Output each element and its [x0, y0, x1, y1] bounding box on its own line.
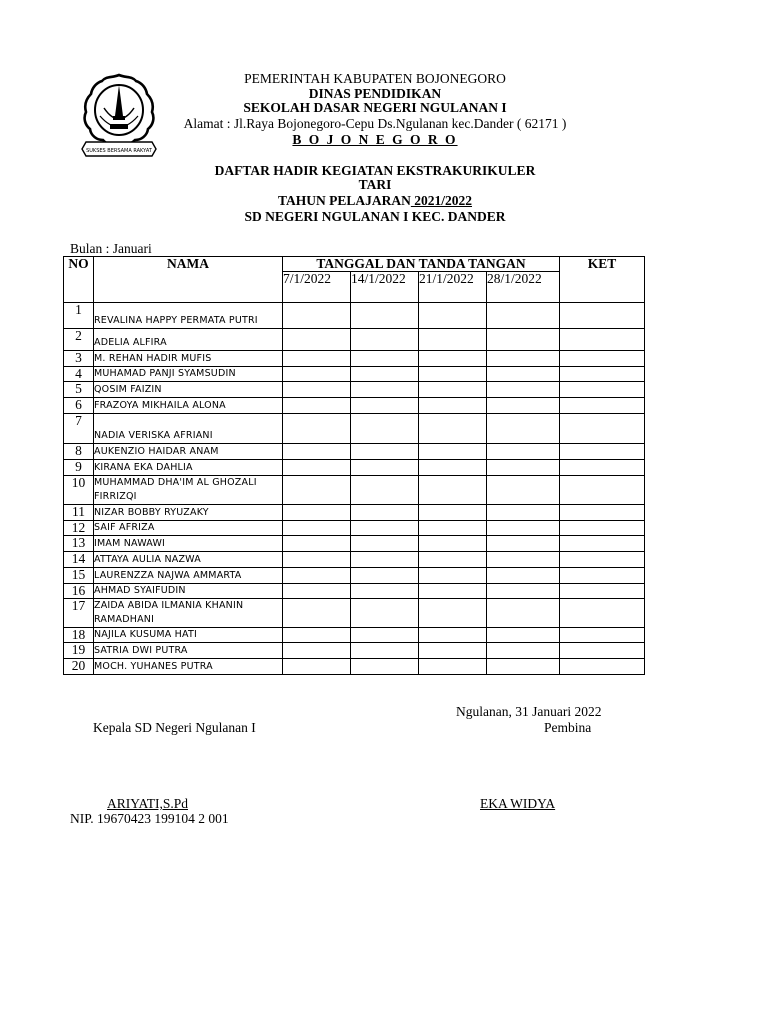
signature-cell[interactable]	[487, 505, 560, 521]
table-row	[64, 521, 645, 536]
signature-cell[interactable]	[351, 414, 419, 444]
signature-cell[interactable]	[351, 521, 419, 536]
signature-cell[interactable]	[283, 599, 351, 628]
title-activity: TARI	[358, 177, 392, 192]
remarks-cell[interactable]	[560, 536, 645, 552]
signature-cell[interactable]	[283, 351, 351, 367]
row-number: 10	[64, 476, 94, 505]
signature-cell[interactable]	[419, 505, 487, 521]
signature-cell[interactable]	[283, 476, 351, 505]
remarks-cell[interactable]	[560, 505, 645, 521]
signature-cell[interactable]	[487, 584, 560, 599]
remarks-cell[interactable]	[560, 414, 645, 444]
signature-cell[interactable]	[419, 659, 487, 675]
remarks-cell[interactable]	[560, 568, 645, 584]
signature-cell[interactable]	[419, 398, 487, 414]
student-name: M. REHAN HADIR MUFIS	[94, 351, 283, 367]
remarks-cell[interactable]	[560, 643, 645, 659]
signature-cell[interactable]	[351, 628, 419, 643]
row-number: 3	[64, 351, 94, 367]
signature-cell[interactable]	[351, 351, 419, 367]
signature-cell[interactable]	[419, 552, 487, 568]
signature-cell[interactable]	[283, 460, 351, 476]
table-row	[64, 329, 645, 351]
remarks-cell[interactable]	[560, 382, 645, 398]
signature-cell[interactable]	[487, 398, 560, 414]
signature-cell[interactable]	[419, 329, 487, 351]
signature-cell[interactable]	[487, 568, 560, 584]
table-row	[64, 476, 645, 505]
header-address: Alamat : Jl.Raya Bojonegoro-Cepu Ds.Ngulanan kec.Dander ( 62171 )	[183, 116, 567, 131]
signature-cell[interactable]	[283, 367, 351, 382]
signature-cell[interactable]	[487, 460, 560, 476]
row-number: 13	[64, 536, 94, 552]
title-school: SD NEGERI NGULANAN I KEC. DANDER	[244, 209, 506, 224]
signature-cell[interactable]	[419, 476, 487, 505]
signature-cell[interactable]	[487, 476, 560, 505]
header-school-name: SEKOLAH DASAR NEGERI NGULANAN I	[243, 100, 507, 115]
signature-cell[interactable]	[351, 329, 419, 351]
column-header-ket: KET	[560, 257, 645, 303]
signature-cell[interactable]	[419, 584, 487, 599]
student-name: AUKENZIO HAIDAR ANAM	[94, 444, 283, 460]
student-name: ATTAYA AULIA NAZWA	[94, 552, 283, 568]
signature-cell[interactable]	[419, 367, 487, 382]
signature-cell[interactable]	[419, 444, 487, 460]
student-name: NAJILA KUSUMA HATI	[94, 628, 283, 643]
student-name: ZAIDA ABIDA ILMANIA KHANIN RAMADHANI	[94, 599, 283, 628]
remarks-cell[interactable]	[560, 628, 645, 643]
table-row	[64, 599, 645, 628]
signature-cell[interactable]	[487, 367, 560, 382]
signature-cell[interactable]	[487, 536, 560, 552]
attendance-rows	[64, 303, 645, 675]
student-name: KIRANA EKA DAHLIA	[94, 460, 283, 476]
signature-cell[interactable]	[487, 552, 560, 568]
signature-cell[interactable]	[351, 476, 419, 505]
table-row	[64, 382, 645, 398]
signature-cell[interactable]	[351, 552, 419, 568]
signature-cell[interactable]	[419, 351, 487, 367]
logo-motto: SUKSES BERSAMA RAKYAT	[86, 148, 152, 154]
title-year-value: 2021/2022	[410, 193, 473, 208]
signature-cell[interactable]	[487, 599, 560, 628]
table-row	[64, 552, 645, 568]
signature-cell[interactable]	[419, 599, 487, 628]
signature-cell[interactable]	[283, 584, 351, 599]
table-row	[64, 568, 645, 584]
signature-cell[interactable]	[283, 398, 351, 414]
remarks-cell[interactable]	[560, 398, 645, 414]
signature-date: Ngulanan, 31 Januari 2022	[456, 704, 602, 719]
table-row	[64, 505, 645, 521]
row-number: 20	[64, 659, 94, 675]
table-row	[64, 414, 645, 444]
table-row	[64, 444, 645, 460]
header-government: PEMERINTAH KABUPATEN BOJONEGORO	[244, 71, 506, 86]
signature-cell[interactable]	[283, 382, 351, 398]
row-number: 2	[64, 329, 94, 351]
table-row	[64, 460, 645, 476]
student-name: MUHAMAD PANJI SYAMSUDIN	[94, 367, 283, 382]
student-name: NADIA VERISKA AFRIANI	[94, 414, 283, 444]
signature-cell[interactable]	[487, 628, 560, 643]
table-row	[64, 628, 645, 643]
signature-cell[interactable]	[487, 351, 560, 367]
remarks-cell[interactable]	[560, 521, 645, 536]
row-number: 6	[64, 398, 94, 414]
signature-cell[interactable]	[283, 505, 351, 521]
table-row	[64, 536, 645, 552]
signature-cell[interactable]	[283, 628, 351, 643]
row-number: 8	[64, 444, 94, 460]
column-header-tanggal: TANGGAL DAN TANDA TANGAN	[283, 257, 560, 272]
student-name: ADELIA ALFIRA	[94, 329, 283, 351]
row-number: 16	[64, 584, 94, 599]
row-number: 9	[64, 460, 94, 476]
table-row	[64, 643, 645, 659]
date-header: 28/1/2022	[487, 272, 560, 303]
student-name: NIZAR BOBBY RYUZAKY	[94, 505, 283, 521]
signature-cell[interactable]	[351, 505, 419, 521]
title-list: DAFTAR HADIR KEGIATAN EKSTRAKURIKULER	[214, 163, 536, 178]
remarks-cell[interactable]	[560, 367, 645, 382]
signature-cell[interactable]	[283, 536, 351, 552]
row-number: 14	[64, 552, 94, 568]
row-number: 5	[64, 382, 94, 398]
signature-cell[interactable]	[487, 643, 560, 659]
remarks-cell[interactable]	[560, 444, 645, 460]
date-header: 14/1/2022	[351, 272, 419, 303]
column-header-nama: NAMA	[94, 257, 283, 303]
remarks-cell[interactable]	[560, 460, 645, 476]
title-year-label: TAHUN PELAJARAN	[277, 193, 411, 208]
signature-cell[interactable]	[283, 444, 351, 460]
student-name: QOSIM FAIZIN	[94, 382, 283, 398]
headmaster-name: ARIYATI,S.Pd	[107, 796, 189, 811]
month-label: Bulan : Januari	[70, 241, 152, 256]
signature-cell[interactable]	[351, 536, 419, 552]
row-number: 11	[64, 505, 94, 521]
date-header: 7/1/2022	[283, 272, 351, 303]
attendance-table	[63, 256, 645, 675]
signature-cell[interactable]	[351, 568, 419, 584]
signature-cell[interactable]	[419, 568, 487, 584]
remarks-cell[interactable]	[560, 303, 645, 329]
signature-cell[interactable]	[283, 568, 351, 584]
row-number: 18	[64, 628, 94, 643]
date-header: 21/1/2022	[419, 272, 487, 303]
student-name: AHMAD SYAIFUDIN	[94, 584, 283, 599]
column-header-no: NO	[64, 257, 94, 303]
signature-cell[interactable]	[351, 382, 419, 398]
signature-cell[interactable]	[351, 599, 419, 628]
table-row	[64, 584, 645, 599]
signature-cell[interactable]	[419, 643, 487, 659]
signature-cell[interactable]	[419, 303, 487, 329]
coach-title: Pembina	[544, 720, 592, 735]
remarks-cell[interactable]	[560, 659, 645, 675]
signature-cell[interactable]	[487, 303, 560, 329]
table-row	[64, 303, 645, 329]
student-name: SAIF AFRIZA	[94, 521, 283, 536]
signature-cell[interactable]	[419, 521, 487, 536]
row-number: 7	[64, 414, 94, 444]
remarks-cell[interactable]	[560, 351, 645, 367]
student-name: SATRIA DWI PUTRA	[94, 643, 283, 659]
remarks-cell[interactable]	[560, 599, 645, 628]
signature-cell[interactable]	[351, 460, 419, 476]
row-number: 4	[64, 367, 94, 382]
headmaster-nip: NIP. 19670423 199104 2 001	[70, 811, 229, 826]
signature-cell[interactable]	[351, 398, 419, 414]
signature-cell[interactable]	[419, 460, 487, 476]
signature-cell[interactable]	[283, 329, 351, 351]
signature-cell[interactable]	[351, 584, 419, 599]
headmaster-title: Kepala SD Negeri Ngulanan I	[93, 720, 256, 735]
row-number: 1	[64, 303, 94, 329]
signature-cell[interactable]	[487, 329, 560, 351]
student-name: FRAZOYA MIKHAILA ALONA	[94, 398, 283, 414]
remarks-cell[interactable]	[560, 329, 645, 351]
coach-name: EKA WIDYA	[480, 796, 556, 811]
student-name: LAURENZZA NAJWA AMMARTA	[94, 568, 283, 584]
header-city: B O J O N E G O R O	[292, 132, 458, 147]
signature-cell[interactable]	[351, 444, 419, 460]
signature-cell[interactable]	[487, 414, 560, 444]
table-row	[64, 659, 645, 675]
signature-cell[interactable]	[351, 659, 419, 675]
signature-cell[interactable]	[487, 444, 560, 460]
signature-cell[interactable]	[487, 521, 560, 536]
table-row	[64, 367, 645, 382]
row-number: 19	[64, 643, 94, 659]
table-row	[64, 398, 645, 414]
signature-cell[interactable]	[283, 552, 351, 568]
student-name: MOCH. YUHANES PUTRA	[94, 659, 283, 675]
signature-cell[interactable]	[283, 643, 351, 659]
signature-cell[interactable]	[283, 521, 351, 536]
student-name: MUHAMMAD DHA'IM AL GHOZALI FIRRIZQI	[94, 476, 283, 505]
signature-cell[interactable]	[283, 659, 351, 675]
signature-cell[interactable]	[351, 303, 419, 329]
signature-cell[interactable]	[419, 628, 487, 643]
signature-cell[interactable]	[419, 414, 487, 444]
remarks-cell[interactable]	[560, 584, 645, 599]
signature-cell[interactable]	[351, 643, 419, 659]
remarks-cell[interactable]	[560, 476, 645, 505]
signature-cell[interactable]	[283, 414, 351, 444]
student-name: REVALINA HAPPY PERMATA PUTRI	[94, 303, 283, 329]
table-row	[64, 351, 645, 367]
row-number: 15	[64, 568, 94, 584]
signature-cell[interactable]	[487, 382, 560, 398]
signature-cell[interactable]	[487, 659, 560, 675]
row-number: 17	[64, 599, 94, 628]
title-academic-year	[140, 194, 610, 208]
student-name: IMAM NAWAWI	[94, 536, 283, 552]
row-number: 12	[64, 521, 94, 536]
header-department: DINAS PENDIDIKAN	[308, 86, 442, 101]
signature-cell[interactable]	[351, 367, 419, 382]
remarks-cell[interactable]	[560, 552, 645, 568]
signature-cell[interactable]	[283, 303, 351, 329]
signature-cell[interactable]	[419, 536, 487, 552]
signature-cell[interactable]	[419, 382, 487, 398]
